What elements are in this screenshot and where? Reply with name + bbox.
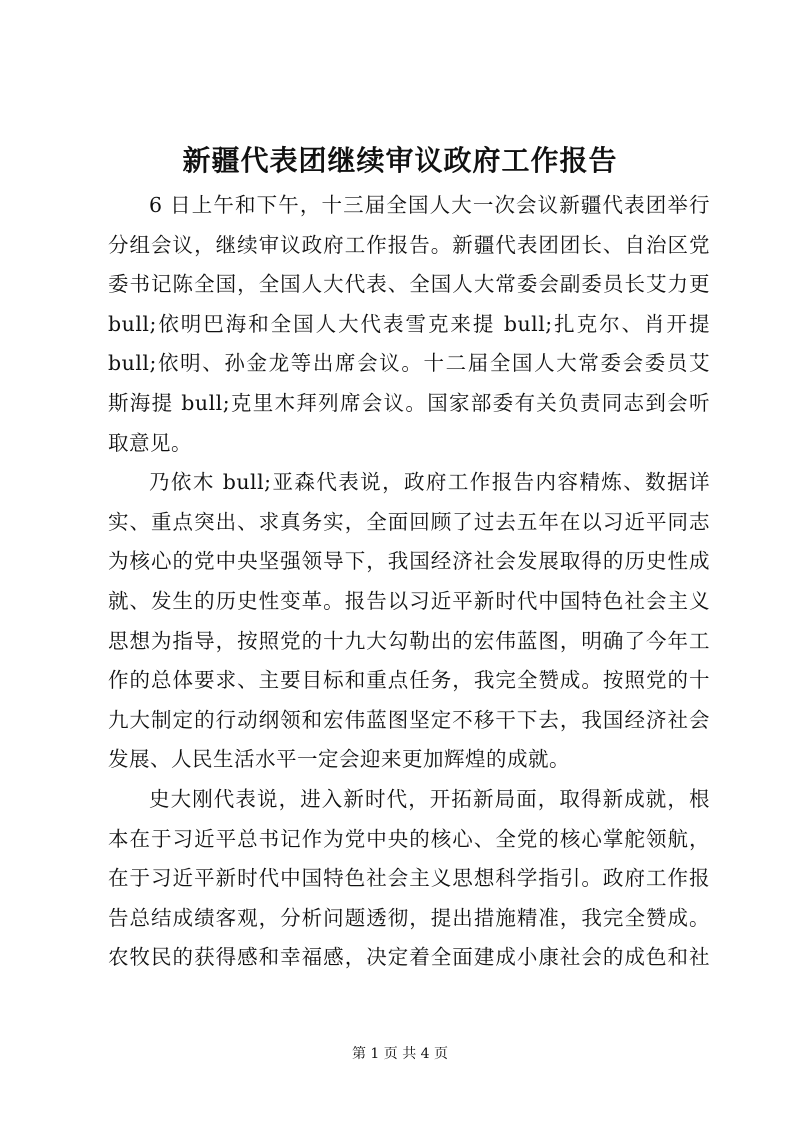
- page-title: 新疆代表团继续审议政府工作报告: [182, 144, 618, 177]
- text-line: 思想为指导，按照党的十九大勾勒出的宏伟蓝图，明确了今年工: [108, 628, 710, 653]
- text-line: bull;依明、孙金龙等出席会议。十二届全国人大常委会委员艾: [108, 351, 710, 376]
- document-body: [108, 186, 710, 978]
- text-line: 实、重点突出、求真务实，全面回顾了过去五年在以习近平同志: [108, 509, 710, 534]
- text-line: 斯海提 bull;克里木拜列席会议。国家部委有关负责同志到会听: [108, 390, 710, 415]
- text-line: 九大制定的行动纲领和宏伟蓝图坚定不移干下去，我国经济社会: [108, 707, 710, 732]
- paragraph: [108, 780, 710, 978]
- text-line: 告总结成绩客观，分析问题透彻，提出措施精准，我完全赞成。: [108, 905, 710, 930]
- text-line: 分组会议，继续审议政府工作报告。新疆代表团团长、自治区党: [108, 232, 710, 257]
- text-line: 乃依木 bull;亚森代表说，政府工作报告内容精炼、数据详: [149, 470, 710, 495]
- text-line: 本在于习近平总书记作为党中央的核心、全党的核心掌舵领航，: [108, 826, 710, 851]
- text-line: 农牧民的获得感和幸福感，决定着全面建成小康社会的成色和社: [108, 945, 710, 970]
- text-line: 在于习近平新时代中国特色社会主义思想科学指引。政府工作报: [108, 866, 710, 891]
- text-line: 取意见。: [108, 430, 192, 455]
- text-line: bull;依明巴海和全国人大代表雪克来提 bull;扎克尔、肖开提: [108, 311, 710, 336]
- text-line: 为核心的党中央坚强领导下，我国经济社会发展取得的历史性成: [108, 549, 710, 574]
- page-number: 第 1 页 共 4 页: [351, 1046, 449, 1062]
- paragraph: [108, 186, 710, 463]
- text-line: 6 日上午和下午，十三届全国人大一次会议新疆代表团举行: [149, 193, 710, 217]
- text-line: 史大刚代表说，进入新时代，开拓新局面，取得新成就，根: [149, 786, 710, 811]
- paragraph: [108, 463, 710, 780]
- text-line: 委书记陈全国，全国人大代表、全国人大常委会副委员长艾力更: [108, 272, 710, 297]
- text-line: 就、发生的历史性变革。报告以习近平新时代中国特色社会主义: [108, 588, 710, 613]
- text-line: 发展、人民生活水平一定会迎来更加辉煌的成就。: [108, 747, 570, 772]
- text-line: 作的总体要求、主要目标和重点任务，我完全赞成。按照党的十: [108, 668, 710, 693]
